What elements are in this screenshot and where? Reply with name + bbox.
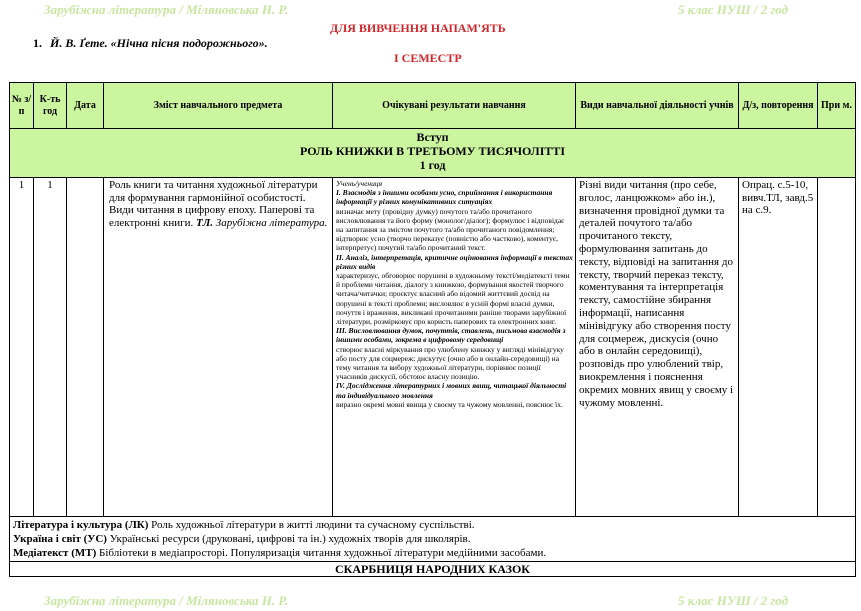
row-num: 1	[10, 178, 34, 517]
section-title: РОЛЬ КНИЖКИ В ТРЕТЬОМУ ТИСЯЧОЛІТТІ	[299, 144, 566, 158]
next-section-title: СКАРБНИЦЯ НАРОДНИХ КАЗОК	[10, 562, 856, 577]
memorize-item-text: Й. В. Ґете. «Нічна пісня подорожнього».	[50, 36, 268, 50]
section-row	[10, 129, 856, 178]
section-label: Вступ	[416, 130, 449, 144]
header-homework: Д/з, повторення	[739, 83, 818, 129]
header-date: Дата	[67, 83, 104, 129]
link-ukraine-world-label: Україна і світ (УС)	[13, 533, 107, 545]
row-hours: 1	[34, 178, 67, 517]
memorize-item	[33, 36, 268, 51]
results-section-2: ІІ. Аналіз, інтерпретація, критичне оцінювання інформації в текстах різних видів	[336, 252, 573, 271]
section-hours: 1 год	[419, 158, 446, 172]
semester-title: І СЕМЕСТР	[394, 51, 462, 65]
results-section-3: ІІІ. Висловлювання думок, почуттів, ставлень, письмова взаємодія з іншими особами, зокрема в цифровому середовищі	[336, 326, 566, 345]
next-section-row	[10, 562, 856, 577]
link-literature-culture	[13, 518, 852, 532]
header-notes: При м.	[818, 83, 856, 129]
link-mediatext-label: Медіатекст (МТ)	[13, 547, 97, 559]
page-footer-left: Зарубіжна література / Міляновська Н. Р.	[44, 593, 289, 608]
results-text-2: характеризує, обговорює порушені в художньому тексті/медіатексті теми й проблеми читання, діалогу з книжкою, формування якостей творчого читача/читачки; проєктує власний або відомий життєвий досвід на порушені в тексті проблеми; висловлює в усній формі власні думки, почуття і враження, викликані прочитаними раніше творами зарубіжної літератури, розмірковує про користь паперових та електронних книг.	[336, 271, 570, 327]
row-results	[333, 178, 576, 517]
header-results: Очікувані результати навчання	[333, 83, 576, 129]
row-activities: Різні види читання (про себе, вголос, ланцюжком» або ін.), визначення провідної думки та деталей почутого та/або прочитаного тексту, формулювання запитань до тексту, відповіді на запитання до тексту, творчий переказ тексту, коментування та інтерпретація тексту, самостійне збирання інформації, написання мінівідгуку або створення посту для соцмереж, дискусія (очно або в онлайн середовищі), розповідь про улюблений твір, виокремлення і пояснення окремих мовних явищ у своєму і чужому мовленні.	[576, 178, 739, 517]
results-text-4: виразно окремі мовні явища у своєму та чужому мовленні, пояснює їх.	[336, 399, 563, 409]
row-notes	[818, 178, 856, 517]
results-intro: Учень/учениця	[336, 179, 383, 188]
page-header-right: 5 клас НУШ / 2 год	[678, 2, 789, 17]
page-header-left: Зарубіжна література / Міляновська Н. Р.	[44, 2, 289, 17]
row-content-tl-label: ТЛ.	[196, 216, 214, 229]
link-literature-culture-label: Література і культура (ЛК)	[13, 519, 149, 531]
cross-links-row	[10, 517, 856, 562]
row-content-text: Роль книги та читання художньої літератури для формування гармонійної особистості. Види читання в цифрову епоху. Паперові та електронні книги.	[109, 179, 318, 229]
results-section-4: IV. Дослідження літературних і мовних явищ, читацької діяльності та індивідуального мовлення	[336, 381, 567, 400]
cross-links-cell	[10, 517, 856, 562]
memorize-item-number: 1.	[33, 36, 42, 50]
section-cell	[10, 129, 856, 178]
header-content: Зміст навчального предмета	[104, 83, 333, 129]
memorize-title: ДЛЯ ВИВЧЕННЯ НАПАМ'ЯТЬ	[330, 21, 506, 35]
row-date	[67, 178, 104, 517]
row-content-tl	[196, 217, 327, 229]
row-content-tl-text: Зарубіжна література.	[215, 216, 328, 229]
row-content	[104, 178, 333, 517]
link-literature-culture-text: Роль художньої літератури в житті людини та сучасному суспільстві.	[151, 519, 475, 531]
link-mediatext-text: Бібліотеки в медіапросторі. Популяризація читання художньої літератури медійними засобами.	[99, 547, 547, 559]
header-activities: Види навчальної діяльності учнів	[576, 83, 739, 129]
table-header-row	[10, 83, 856, 129]
lesson-plan-table	[9, 82, 856, 577]
link-mediatext	[13, 546, 852, 560]
results-section-1: І. Взаємодія з іншими особами усно, сприймання і використання інформації у різних комунікативних ситуаціях	[336, 188, 553, 207]
page-footer-right: 5 клас НУШ / 2 год	[678, 593, 789, 608]
results-text-3: створює власні міркування про улюблену книжку у вигляді мінівідгуку або посту для соцмереж; дискутує (очно або в онлайн-середовищі) на тему читання та вибору художньої літератури, порівнює позиції учасників дискусії, обстоює власну позицію.	[336, 344, 564, 382]
results-text-1: визначає мету (провідну думку) почутого та/або прочитаного висловлювання та його форму (монолог/діалог); формулює і відповідає на запитання за змістом почутого та/або прочитаного повідомлення; відтворює усно (творчо переказує (повністю або частково), коментує, інтерпретує) почутий та/або прочитаний текст.	[336, 206, 565, 253]
link-ukraine-world-text: Українські ресурси (друковані, цифрові та ін.) художніх творів для школярів.	[109, 533, 471, 545]
table-row	[10, 178, 856, 517]
row-homework: Опрац. с.5-10, вивч.ТЛ, завд.5 на с.9.	[739, 178, 818, 517]
link-ukraine-world	[13, 532, 852, 546]
header-num: № з/п	[10, 83, 34, 129]
header-hours: К-ть год	[34, 83, 67, 129]
